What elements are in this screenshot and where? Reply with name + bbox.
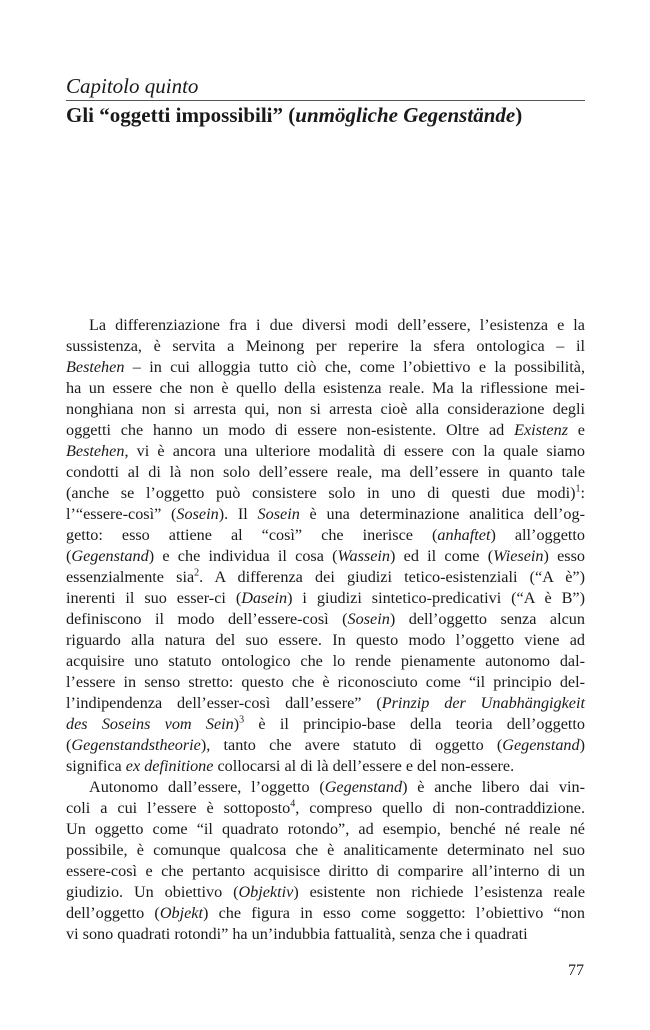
text-segment: coli a cui l’essere è sottoposto xyxy=(66,799,291,817)
text-line xyxy=(66,441,585,462)
text-segment: ) esso xyxy=(543,547,585,565)
text-segment: definiscono il modo dell’essere-così ( xyxy=(66,610,348,628)
text-segment: l’indipendenza dell’esser-così dall’essere” ( xyxy=(66,694,382,712)
text-line xyxy=(66,546,585,567)
text-segment: ) all’oggetto xyxy=(490,526,585,544)
italic-term: Prinzip der Unabhängigkeit xyxy=(381,694,585,712)
text-line xyxy=(66,882,585,903)
text-segment: l’essere in senso stretto: questo che è riconosciuto come “il principio del- xyxy=(66,673,585,691)
italic-term: des Soseins vom Sein xyxy=(66,715,234,733)
footnote-marker: 3 xyxy=(239,714,245,726)
text-line xyxy=(66,399,585,420)
text-line xyxy=(66,798,585,819)
text-line xyxy=(66,357,585,378)
text-line xyxy=(66,378,585,399)
text-line xyxy=(66,840,585,861)
text-segment: l’“essere-così” ( xyxy=(66,505,177,523)
text-line xyxy=(66,651,585,672)
italic-term: Sosein xyxy=(176,505,219,523)
page-number: 77 xyxy=(568,962,584,979)
text-segment: ), tanto che avere statuto di oggetto ( xyxy=(200,736,503,754)
text-segment: , compreso quello di non-contraddizione. xyxy=(295,799,585,817)
text-segment: oggetti che hanno un modo di essere non-esistente. Oltre ad xyxy=(66,421,515,439)
text-segment: ) è anche libero dai vin- xyxy=(402,778,585,796)
text-line xyxy=(66,819,585,840)
text-line xyxy=(66,630,585,651)
chapter-title xyxy=(66,102,522,128)
text-line xyxy=(66,525,585,546)
text-line xyxy=(66,567,585,588)
header-rule xyxy=(66,100,585,101)
text-segment: acquisire uno statuto ontologico che lo rende pienamente autonomo dal- xyxy=(66,652,585,670)
footnote-marker: 1 xyxy=(575,483,581,495)
italic-term: Bestehen xyxy=(66,442,125,460)
text-line xyxy=(66,777,585,798)
italic-term: Gegenstandstheorie xyxy=(71,736,201,754)
text-segment: possibile, è comunque qualcosa che è analiticamente determinato nel suo xyxy=(66,841,585,859)
text-segment: è una determinazione analitica dell’og- xyxy=(299,505,585,523)
title-italic: unmögliche Gegenstände xyxy=(295,103,516,127)
text-segment: ) ed il come ( xyxy=(390,547,494,565)
italic-term: Sosein xyxy=(347,610,390,628)
text-segment: essere-così e che pertanto acquisisce diritto di comparire all’interno di un xyxy=(66,862,585,880)
text-segment: ) e che individua il cosa ( xyxy=(148,547,338,565)
italic-term: ex definitione xyxy=(125,757,214,775)
text-line xyxy=(66,756,585,777)
text-segment: ) xyxy=(233,715,240,733)
footnote-marker: 2 xyxy=(194,567,200,579)
italic-term: Wiesein xyxy=(493,547,544,565)
text-segment: ). Il xyxy=(218,505,258,523)
text-segment: sussistenza, è servita a Meinong per reperire la sfera ontologica – il xyxy=(66,337,585,355)
title-suffix: ) xyxy=(515,103,523,127)
text-segment: ( xyxy=(66,736,72,754)
text-line xyxy=(66,903,585,924)
text-segment: ) che figura in esso come soggetto: l’obiettivo “non xyxy=(202,904,585,922)
italic-term: Dasein xyxy=(241,589,288,607)
italic-term: Gegenstand xyxy=(324,778,403,796)
text-segment: condotti al di là non solo dell’essere reale, ma dell’essere in quanto tale xyxy=(66,463,585,481)
text-segment: (anche se l’oggetto può consistere solo in uno di questi due modi) xyxy=(66,484,576,502)
text-segment: collocarsi al di là dell’essere e del non-essere. xyxy=(213,757,515,775)
text-segment: significa xyxy=(66,757,126,775)
body-text xyxy=(66,315,585,945)
text-line xyxy=(66,462,585,483)
text-line xyxy=(66,315,585,336)
italic-term: Wassein xyxy=(337,547,391,565)
text-segment: – in cui alloggia tutto ciò che, come l’obiettivo e la possibilità, xyxy=(124,358,585,376)
italic-term: Objektiv xyxy=(238,883,294,901)
text-line xyxy=(66,714,585,735)
title-prefix: Gli “oggetti impossibili” ( xyxy=(66,103,296,127)
italic-term: Objekt xyxy=(159,904,203,922)
text-line xyxy=(66,483,585,504)
italic-term: Gegenstand xyxy=(502,736,580,754)
text-segment: , vi è ancora una ulteriore modalità di essere con la quale siamo xyxy=(124,442,585,460)
text-segment: . A differenza dei giudizi tetico-esistenziali (“A è”) xyxy=(199,568,585,586)
footnote-marker: 4 xyxy=(290,798,296,810)
text-line xyxy=(66,609,585,630)
text-segment: ) esistente non richiede l’esistenza reale xyxy=(293,883,586,901)
text-segment: ) xyxy=(579,736,585,754)
italic-term: Sosein xyxy=(257,505,300,523)
text-segment: ) i giudizi sintetico-predicativi (“A è B”) xyxy=(287,589,585,607)
text-segment: ha un essere che non è quello della esistenza reale. Ma la riflessione mei- xyxy=(66,379,585,397)
text-segment: Autonomo dall’essere, l’oggetto ( xyxy=(89,778,325,796)
italic-term: Existenz xyxy=(514,421,569,439)
text-line xyxy=(66,504,585,525)
text-line xyxy=(66,336,585,357)
text-segment: : xyxy=(580,484,585,502)
text-segment: essenzialmente sia xyxy=(66,568,195,586)
text-segment: e xyxy=(568,421,585,439)
text-segment: ( xyxy=(66,547,72,565)
text-line xyxy=(66,420,585,441)
text-line xyxy=(66,588,585,609)
text-segment: dell’oggetto ( xyxy=(66,904,160,922)
text-segment: nonghiana non si arresta qui, non si arresta cioè alla considerazione degli xyxy=(66,400,585,418)
text-segment: inerenti il suo esser-ci ( xyxy=(66,589,242,607)
text-segment: vi sono quadrati rotondi” ha un’indubbia fattualità, senza che i quadrati xyxy=(66,925,528,943)
italic-term: anhaftet xyxy=(437,526,491,544)
text-line xyxy=(66,924,585,945)
text-line xyxy=(66,735,585,756)
text-line xyxy=(66,672,585,693)
text-line xyxy=(66,861,585,882)
text-segment: riguardo alla natura del suo essere. In questo modo l’oggetto viene ad xyxy=(66,631,585,649)
italic-term: Bestehen xyxy=(66,358,125,376)
text-segment: La differenziazione fra i due diversi modi dell’essere, l’esistenza e la xyxy=(89,316,585,334)
chapter-label: Capitolo quinto xyxy=(66,74,199,98)
italic-term: Gegenstand xyxy=(71,547,149,565)
text-segment: è il principio-base della teoria dell’oggetto xyxy=(244,715,585,733)
text-segment: Un oggetto come “il quadrato rotondo”, ad esempio, benché né reale né xyxy=(66,820,585,838)
text-segment: giudizio. Un obiettivo ( xyxy=(66,883,239,901)
text-segment: getto: esso attiene al “così” che inerisce ( xyxy=(66,526,438,544)
text-segment: ) dell’oggetto senza alcun xyxy=(389,610,585,628)
text-line xyxy=(66,693,585,714)
